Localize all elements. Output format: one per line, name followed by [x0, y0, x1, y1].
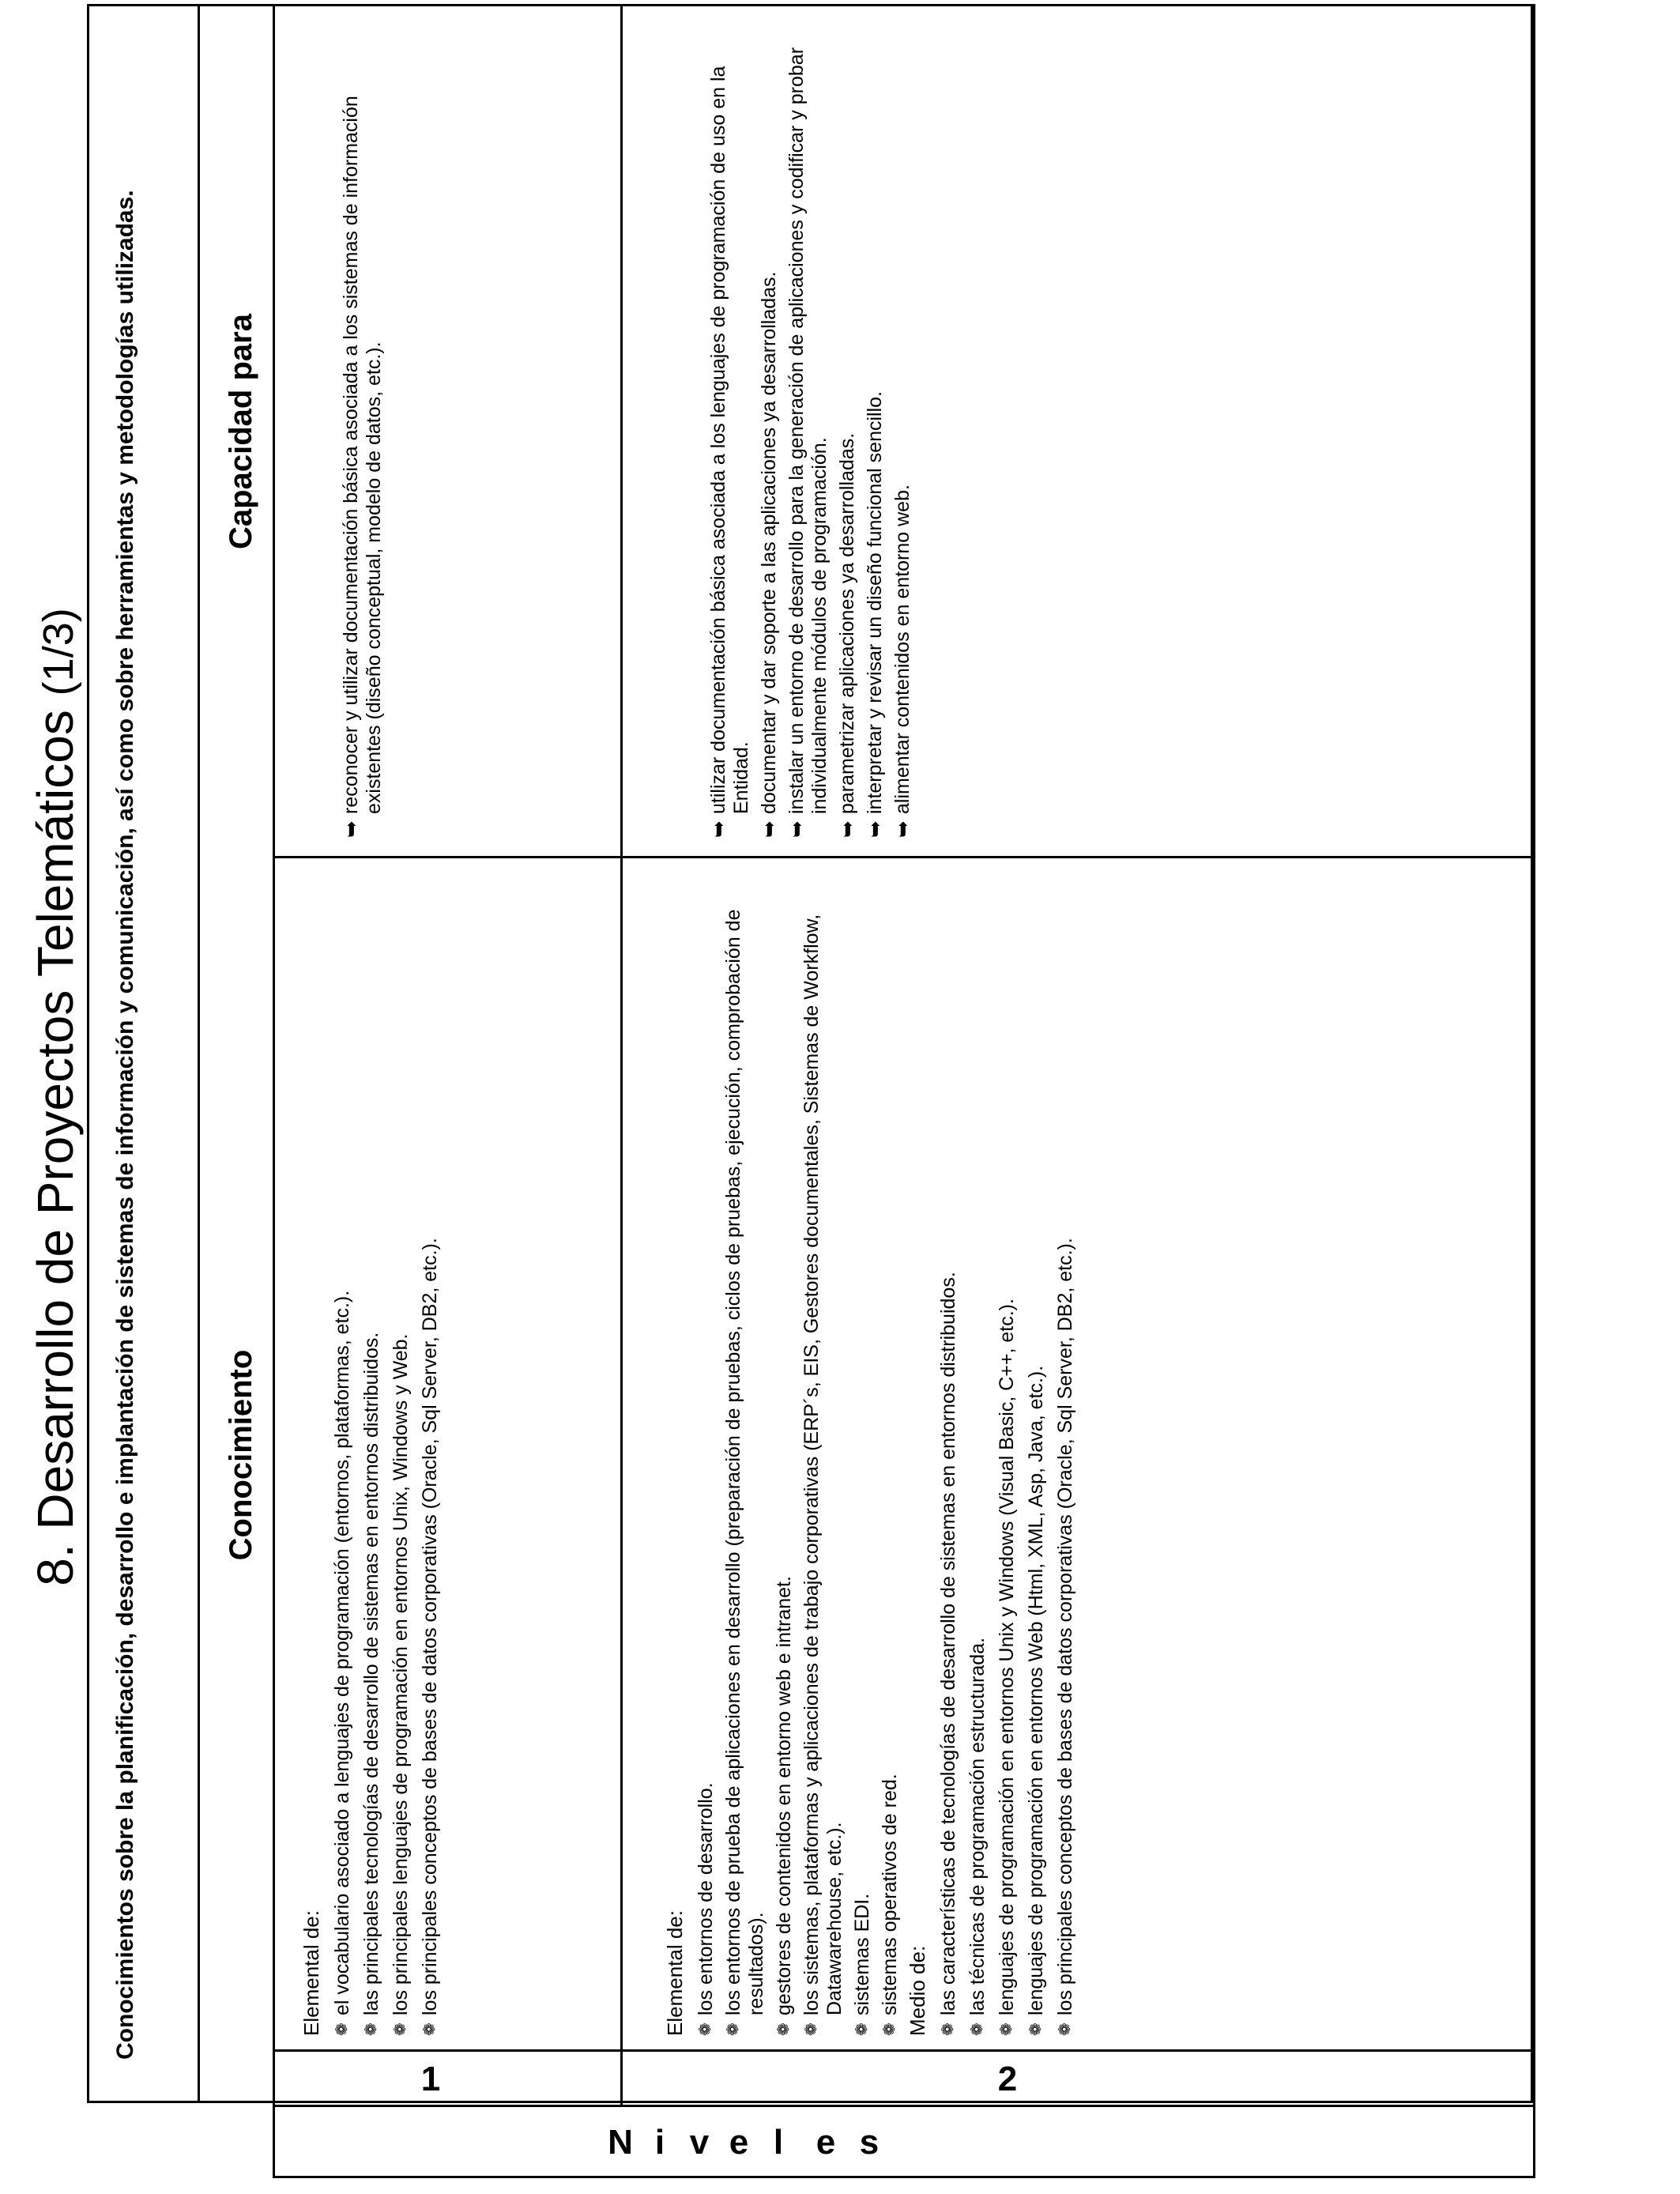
gear-bullet-icon: ❁: [1057, 2022, 1074, 2036]
arrow-bullet-icon: ➥: [891, 820, 914, 838]
list-item: [996, 874, 1019, 2036]
niveles-left-border: [273, 2176, 1533, 2178]
header-capacidad: Capacidad para: [224, 314, 258, 549]
gear-bullet-icon: ❁: [1027, 2022, 1045, 2036]
list-item-text: los principales lenguajes de programación en entornos Unix, Windows y Web.: [390, 1333, 412, 2015]
column-divider-knowledge: [273, 856, 1533, 858]
gear-bullet-icon: ❁: [697, 2022, 714, 2036]
gear-bullet-icon: ❁: [881, 2022, 898, 2036]
list-item: [937, 874, 960, 2036]
page-title-text: 8. Desarrollo de Proyectos Telemáticos: [27, 710, 84, 1586]
level-1-capacidad: [339, 28, 390, 838]
list-item-text: los entornos de prueba de aplicaciones en desarrollo (preparación de pruebas, ciclos de pruebas, ejecución, comprobación de resultados).: [722, 909, 767, 2015]
niveles-inner-border: [273, 2105, 1533, 2107]
list-item-text: instalar un entorno de desarrollo para la generación de aplicaciones y codificar y probar individualmente módulos de programación.: [785, 47, 831, 814]
level-2-conocimiento: [664, 874, 1083, 2036]
level-1-number: 1: [420, 2060, 441, 2098]
list-item: [722, 874, 768, 2036]
list-item-text: lenguajes de programación en entornos Unix y Windows (Visual Basic, C++, etc.).: [996, 1299, 1018, 2015]
level-1-lead: Elemental de:: [299, 1910, 323, 2036]
list-item-text: interpretar y revisar un diseño funcional sencillo.: [864, 391, 886, 814]
list-item-text: parametrizar aplicaciones ya desarrolladas.: [836, 432, 858, 814]
arrow-bullet-icon: ➥: [706, 820, 730, 838]
list-item: [706, 28, 753, 838]
list-item: [339, 28, 386, 838]
list-item: [863, 28, 887, 838]
list-item: [785, 28, 831, 838]
level-number-border: [273, 2049, 1533, 2052]
arrow-bullet-icon: ➥: [863, 820, 887, 838]
list-item-text: lenguajes de programación en entornos Web (Html, XML, Asp, Java, etc.).: [1025, 1365, 1047, 2015]
list-item-text: las técnicas de programación estructurada.: [966, 1637, 989, 2015]
list-item: [390, 874, 412, 2036]
niveles-letter: l: [773, 2123, 784, 2162]
list-item-text: las principales tecnologías de desarrollo de sistemas en entornos distribuidos.: [360, 1332, 382, 2015]
list-item-text: sistemas operativos de red.: [879, 1774, 901, 2015]
arrow-bullet-icon: ➥: [835, 820, 859, 838]
level-divider: [620, 4, 623, 2107]
page-title-part: (1/3): [35, 608, 82, 696]
list-item: [695, 874, 718, 2036]
level-2-capacidad: [706, 28, 919, 838]
list-item: [1025, 874, 1048, 2036]
list-item-text: alimentar contenidos en entorno web.: [891, 484, 913, 814]
list-item-text: las características de tecnologías de desarrollo de sistemas en entornos distribuidos.: [937, 1272, 959, 2015]
level-1-conocimiento: [300, 874, 448, 2036]
gear-bullet-icon: ❁: [392, 2022, 409, 2036]
gear-bullet-icon: ❁: [969, 2022, 986, 2036]
gear-bullet-icon: ❁: [333, 2022, 351, 2036]
header-row-divider: [273, 4, 275, 2103]
list-item-text: reconocer y utilizar documentación básica asociada a los sistemas de información existentes (diseño conceptual, modelo de datos, etc.).: [340, 96, 385, 814]
list-item: [773, 874, 796, 2036]
list-item: [1054, 874, 1077, 2036]
list-item-text: utilizar documentación básica asociada a los lenguajes de programación de uso en la Entidad.: [707, 66, 752, 814]
arrow-bullet-icon: ➥: [785, 820, 808, 838]
list-item: [360, 874, 383, 2036]
list-item-text: los principales conceptos de bases de datos corporativas (Oracle, Sql Server, DB2, etc.).: [419, 1238, 441, 2015]
list-item: [966, 874, 989, 2036]
gear-bullet-icon: ❁: [940, 2022, 957, 2036]
page-title: [24, 0, 87, 2194]
list-item-text: los entornos de desarrollo.: [695, 1782, 717, 2015]
arrow-bullet-icon: ➥: [757, 820, 781, 838]
niveles-letter: s: [859, 2123, 880, 2162]
list-item-text: los principales conceptos de bases de datos corporativas (Oracle, Sql Server, DB2, etc.).: [1054, 1238, 1076, 2015]
intro-row-divider: [198, 4, 200, 2103]
levels-bottom-line: [1533, 4, 1535, 2178]
niveles-letter: i: [654, 2123, 665, 2162]
niveles-letter: e: [729, 2123, 749, 2162]
list-item: [879, 874, 902, 2036]
niveles-letter: N: [608, 2123, 633, 2162]
gear-bullet-icon: ❁: [363, 2022, 380, 2036]
arrow-bullet-icon: ➥: [339, 820, 363, 838]
header-conocimiento: Conocimiento: [224, 1349, 258, 1561]
list-item-text: el vocabulario asociado a lenguajes de programación (entornos, plataformas, etc.).: [331, 1290, 353, 2015]
level-2-number: 2: [997, 2060, 1018, 2098]
list-item: [800, 874, 846, 2036]
gear-bullet-icon: ❁: [775, 2022, 793, 2036]
level-2-lead-elemental: Elemental de:: [663, 1910, 687, 2036]
levels-top-line: [273, 2103, 275, 2178]
gear-bullet-icon: ❁: [725, 2022, 742, 2036]
niveles-letter: e: [816, 2123, 836, 2162]
list-item: [419, 874, 442, 2036]
list-item: [835, 28, 859, 838]
niveles-letter: v: [689, 2123, 710, 2162]
list-item: [331, 874, 354, 2036]
list-item-text: gestores de contenidos en entorno web e intranet.: [773, 1576, 795, 2015]
list-item: [757, 28, 781, 838]
level-2-lead-medio: Medio de:: [906, 1945, 929, 2036]
gear-bullet-icon: ❁: [853, 2022, 871, 2036]
gear-bullet-icon: ❁: [421, 2022, 439, 2036]
list-item-text: documentar y dar soporte a las aplicaciones ya desarrolladas.: [758, 271, 780, 814]
list-item: [891, 28, 914, 838]
list-item-text: sistemas EDI.: [851, 1893, 873, 2015]
list-item: [851, 874, 874, 2036]
gear-bullet-icon: ❁: [998, 2022, 1015, 2036]
list-item-text: los sistemas, plataformas y aplicaciones de trabajo corporativas (ERP´s, EIS, Gestores documentales, Sistemas de Workflow, Datawarehouse, etc.).: [800, 914, 846, 2015]
gear-bullet-icon: ❁: [803, 2022, 820, 2036]
intro-text: Conocimientos sobre la planificación, desarrollo e implantación de sistemas de información y comunicación, así como sobre herramientas y metodologías utilizadas.: [112, 190, 138, 2060]
